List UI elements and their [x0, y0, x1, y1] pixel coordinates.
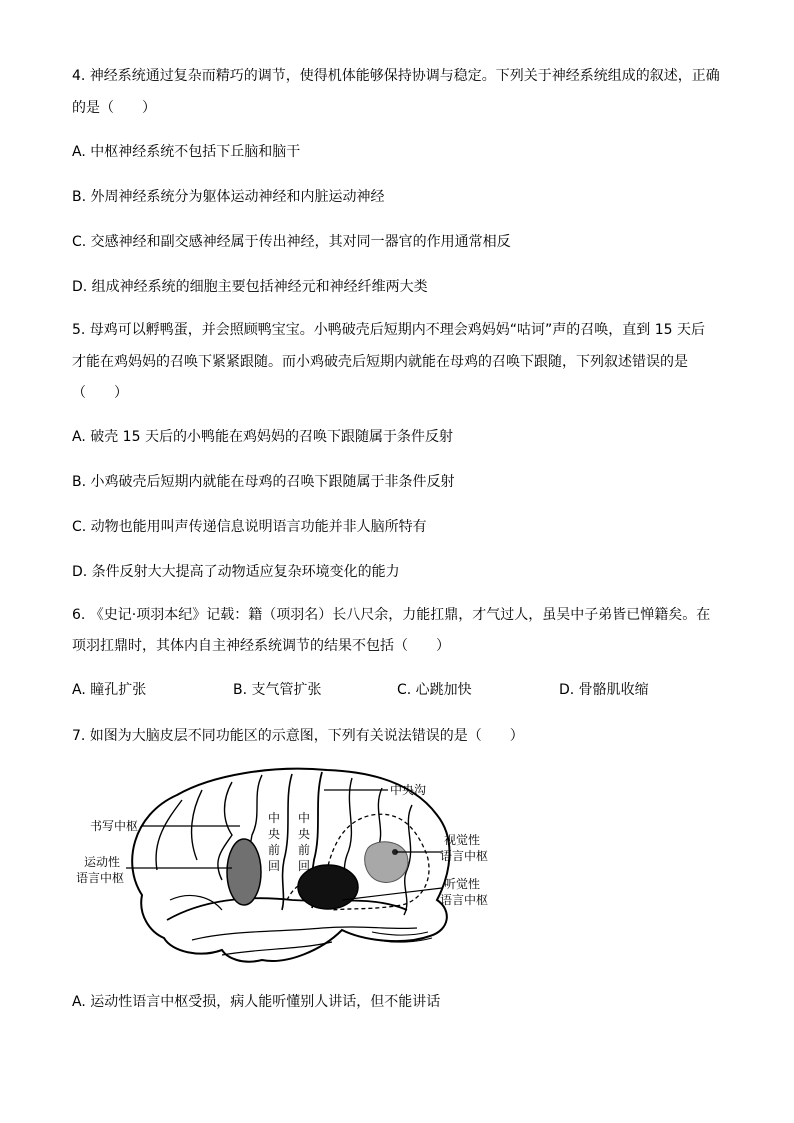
q6-option-b: B. 支气管扩张: [233, 682, 322, 698]
label-precentral-b-1: 央: [298, 827, 311, 841]
q5-stem-line2: 才能在鸡妈妈的召唤下紧紧跟随。而小鸡破壳后短期内就能在母鸡的召唤下跟随，下列叙述错误的是: [72, 354, 688, 370]
q6-option-c: C. 心跳加快: [397, 682, 472, 698]
q4-option-b: B. 外周神经系统分为躯体运动神经和内脏运动神经: [72, 189, 385, 205]
q6-stem-line2: 项羽扛鼎时，其体内自主神经系统调节的结果不包括（ ）: [72, 638, 450, 654]
label-precentral-a-2: 前: [268, 843, 281, 857]
visual-speech-center: [365, 842, 408, 883]
label-motor-speech-2: 语言中枢: [76, 871, 125, 885]
q5-option-d: D. 条件反射大大提高了动物适应复杂环境变化的能力: [72, 564, 400, 580]
label-precentral-b-2: 前: [298, 843, 311, 857]
q7-stem: 7. 如图为大脑皮层不同功能区的示意图，下列有关说法错误的是（ ）: [72, 728, 524, 744]
q5-stem-line3: （ ）: [72, 385, 128, 401]
label-motor-speech-1: 运动性: [84, 855, 121, 869]
q6-options: [72, 680, 734, 700]
label-visual-speech-2: 语言中枢: [440, 849, 489, 863]
label-precentral-b-3: 回: [298, 859, 311, 873]
label-precentral-b-0: 中: [298, 811, 311, 825]
q4-option-a: A. 中枢神经系统不包括下丘脑和脑干: [72, 144, 301, 160]
q6-stem-line1: 6. 《史记·项羽本纪》记载：籍（项羽名）长八尺余，力能扛鼎，才气过人，虽吴中子弟皆已惮籍矣。在: [72, 607, 711, 623]
q4-option-d: D. 组成神经系统的细胞主要包括神经元和神经纤维两大类: [72, 279, 428, 295]
q5-option-a: A. 破壳 15 天后的小鸭能在鸡妈妈的召唤下跟随属于条件反射: [72, 429, 453, 445]
q4-stem-line2: 的是（ ）: [72, 100, 156, 116]
label-auditory-speech-2: 语言中枢: [440, 893, 489, 907]
label-writing-center: 书写中枢: [90, 819, 139, 833]
label-precentral-a-3: 回: [268, 859, 281, 873]
q5-option-b: B. 小鸡破壳后短期内就能在母鸡的召唤下跟随属于非条件反射: [72, 474, 455, 490]
label-precentral-a-1: 央: [268, 827, 281, 841]
q7-option-a: A. 运动性语言中枢受损，病人能听懂别人讲话，但不能讲话: [72, 994, 441, 1010]
label-central-sulcus: 中央沟: [390, 783, 427, 797]
q6-option-a: A. 瞳孔扩张: [72, 682, 147, 698]
motor-speech-center: [227, 839, 261, 905]
q6-option-d: D. 骨骼肌收缩: [559, 682, 649, 698]
q5-option-c: C. 动物也能用叫声传递信息说明语言功能并非人脑所特有: [72, 519, 427, 535]
label-precentral-a-0: 中: [268, 811, 281, 825]
q5-stem-line1: 5. 母鸡可以孵鸭蛋，并会照顾鸭宝宝。小鸭破壳后短期内不理会鸡妈妈“咕诃”声的召唤，直到 15 天后: [72, 322, 706, 338]
label-auditory-speech-1: 听觉性: [444, 877, 481, 891]
label-visual-speech-1: 视觉性: [444, 833, 481, 847]
q4-option-c: C. 交感神经和副交感神经属于传出神经，其对同一器官的作用通常相反: [72, 234, 511, 250]
brain-cortex-diagram: [72, 760, 532, 975]
q4-stem-line1: 4. 神经系统通过复杂而精巧的调节，使得机体能够保持协调与稳定。下列关于神经系统组成的叙述，正确: [72, 68, 720, 84]
